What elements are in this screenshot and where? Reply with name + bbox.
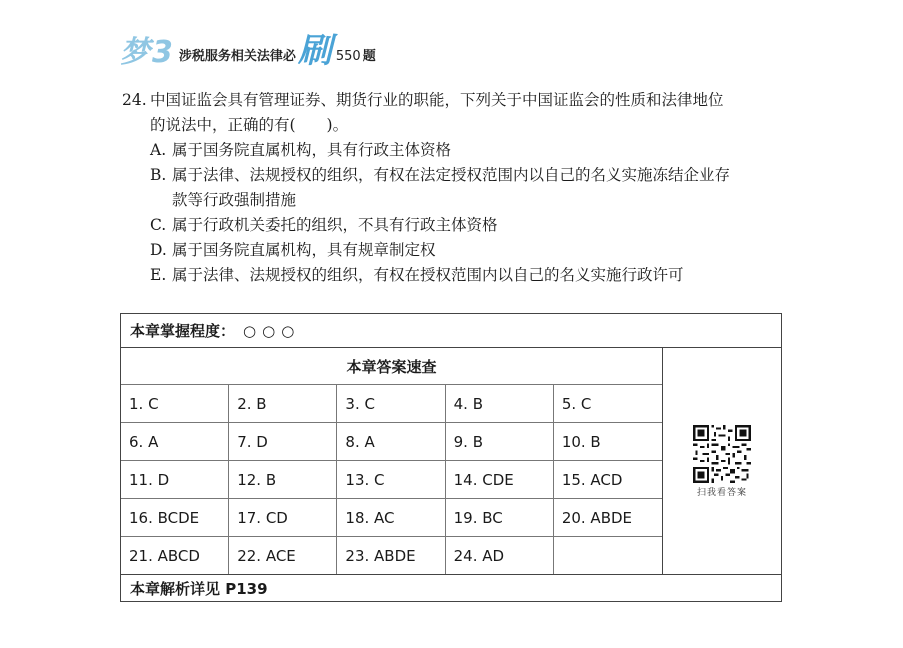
answer-cell: 4. B bbox=[446, 385, 554, 422]
option-b[interactable] bbox=[122, 163, 802, 188]
question-number: 24. bbox=[122, 91, 147, 109]
answer-row bbox=[121, 423, 662, 461]
mastery-row bbox=[121, 314, 781, 348]
answer-cell: 15. ACD bbox=[561, 470, 623, 489]
qr-label: 扫我看答案 bbox=[696, 487, 747, 498]
question-text-line1: 中国证监会具有管理证券、期货行业的职能，下列关于中国证监会的性质和法律地位 bbox=[150, 91, 724, 109]
answer-cell: 9. B bbox=[446, 423, 554, 460]
question-count-unit: 题 bbox=[362, 49, 376, 64]
logo-shua: 刷 bbox=[297, 31, 332, 71]
answer-row bbox=[121, 385, 662, 423]
option-letter: D. bbox=[150, 241, 167, 259]
answer-cell: 24. AD bbox=[446, 537, 554, 575]
answer-cell: 13. C bbox=[337, 461, 445, 498]
logo-meng: 梦 bbox=[120, 35, 150, 70]
option-d[interactable] bbox=[122, 238, 802, 263]
analysis-reference: 本章解析详见 P139 bbox=[121, 574, 781, 602]
option-text: 属于国务院直属机构，具有行政主体资格 bbox=[172, 141, 452, 159]
answer-cell: 2. B bbox=[229, 385, 337, 422]
answer-cell: 19. BC bbox=[446, 499, 554, 536]
answer-cell: 21. ABCD bbox=[121, 537, 229, 575]
answer-cell: 14. CDE bbox=[446, 461, 554, 498]
option-text: 属于法律、法规授权的组织，有权在法定授权范围内以自己的名义实施冻结企业存 bbox=[172, 166, 731, 184]
answer-cell: 18. AC bbox=[337, 499, 445, 536]
logo-number: 3 bbox=[152, 35, 173, 70]
answer-cell: 16. BCDE bbox=[121, 499, 229, 536]
question-text-line2: 的说法中，正确的有( )。 bbox=[150, 116, 349, 134]
answer-cell: 6. A bbox=[121, 423, 229, 460]
answer-grid bbox=[121, 348, 663, 575]
option-text: 属于行政机关委托的组织，不具有行政主体资格 bbox=[172, 216, 498, 234]
answer-cell: 5. C bbox=[561, 394, 592, 413]
page-header bbox=[120, 18, 376, 71]
answer-grid-title: 本章答案速查 bbox=[121, 348, 662, 385]
option-e[interactable] bbox=[122, 263, 802, 288]
answer-cell: 10. B bbox=[561, 432, 601, 451]
option-letter: C. bbox=[150, 216, 167, 234]
option-c[interactable] bbox=[122, 213, 802, 238]
answer-cell: 11. D bbox=[121, 461, 229, 498]
answer-cell: 7. D bbox=[229, 423, 337, 460]
mastery-label: 本章掌握程度： bbox=[130, 322, 236, 340]
answer-cell: 1. C bbox=[121, 385, 229, 422]
option-text: 属于法律、法规授权的组织，有权在授权范围内以自己的名义实施行政许可 bbox=[172, 266, 684, 284]
answer-row bbox=[121, 461, 662, 499]
option-letter: B. bbox=[150, 166, 167, 184]
option-a[interactable] bbox=[122, 138, 802, 163]
answer-cell: 22. ACE bbox=[229, 537, 337, 575]
answer-cell: 23. ABDE bbox=[337, 537, 445, 575]
qr-code-icon[interactable] bbox=[693, 425, 751, 483]
answer-cell bbox=[554, 537, 662, 575]
answer-cell: 3. C bbox=[337, 385, 445, 422]
question-stem bbox=[122, 88, 802, 113]
answer-row bbox=[121, 499, 662, 537]
question-count: 550 bbox=[335, 49, 361, 64]
answer-cell: 20. ABDE bbox=[561, 508, 633, 527]
answer-row bbox=[121, 537, 662, 575]
option-letter: A. bbox=[150, 141, 167, 159]
qr-area bbox=[663, 348, 781, 574]
question-block bbox=[122, 88, 802, 288]
answer-cell: 12. B bbox=[229, 461, 337, 498]
answer-box bbox=[120, 313, 782, 602]
option-b-continuation: 款等行政强制措施 bbox=[172, 191, 297, 209]
option-text: 属于国务院直属机构，具有规章制定权 bbox=[172, 241, 436, 259]
book-subject: 涉税服务相关法律必 bbox=[178, 49, 296, 64]
option-letter: E. bbox=[150, 266, 167, 284]
mastery-circles[interactable]: ○○○ bbox=[243, 321, 301, 340]
answer-cell: 17. CD bbox=[229, 499, 337, 536]
answer-cell: 8. A bbox=[337, 423, 445, 460]
